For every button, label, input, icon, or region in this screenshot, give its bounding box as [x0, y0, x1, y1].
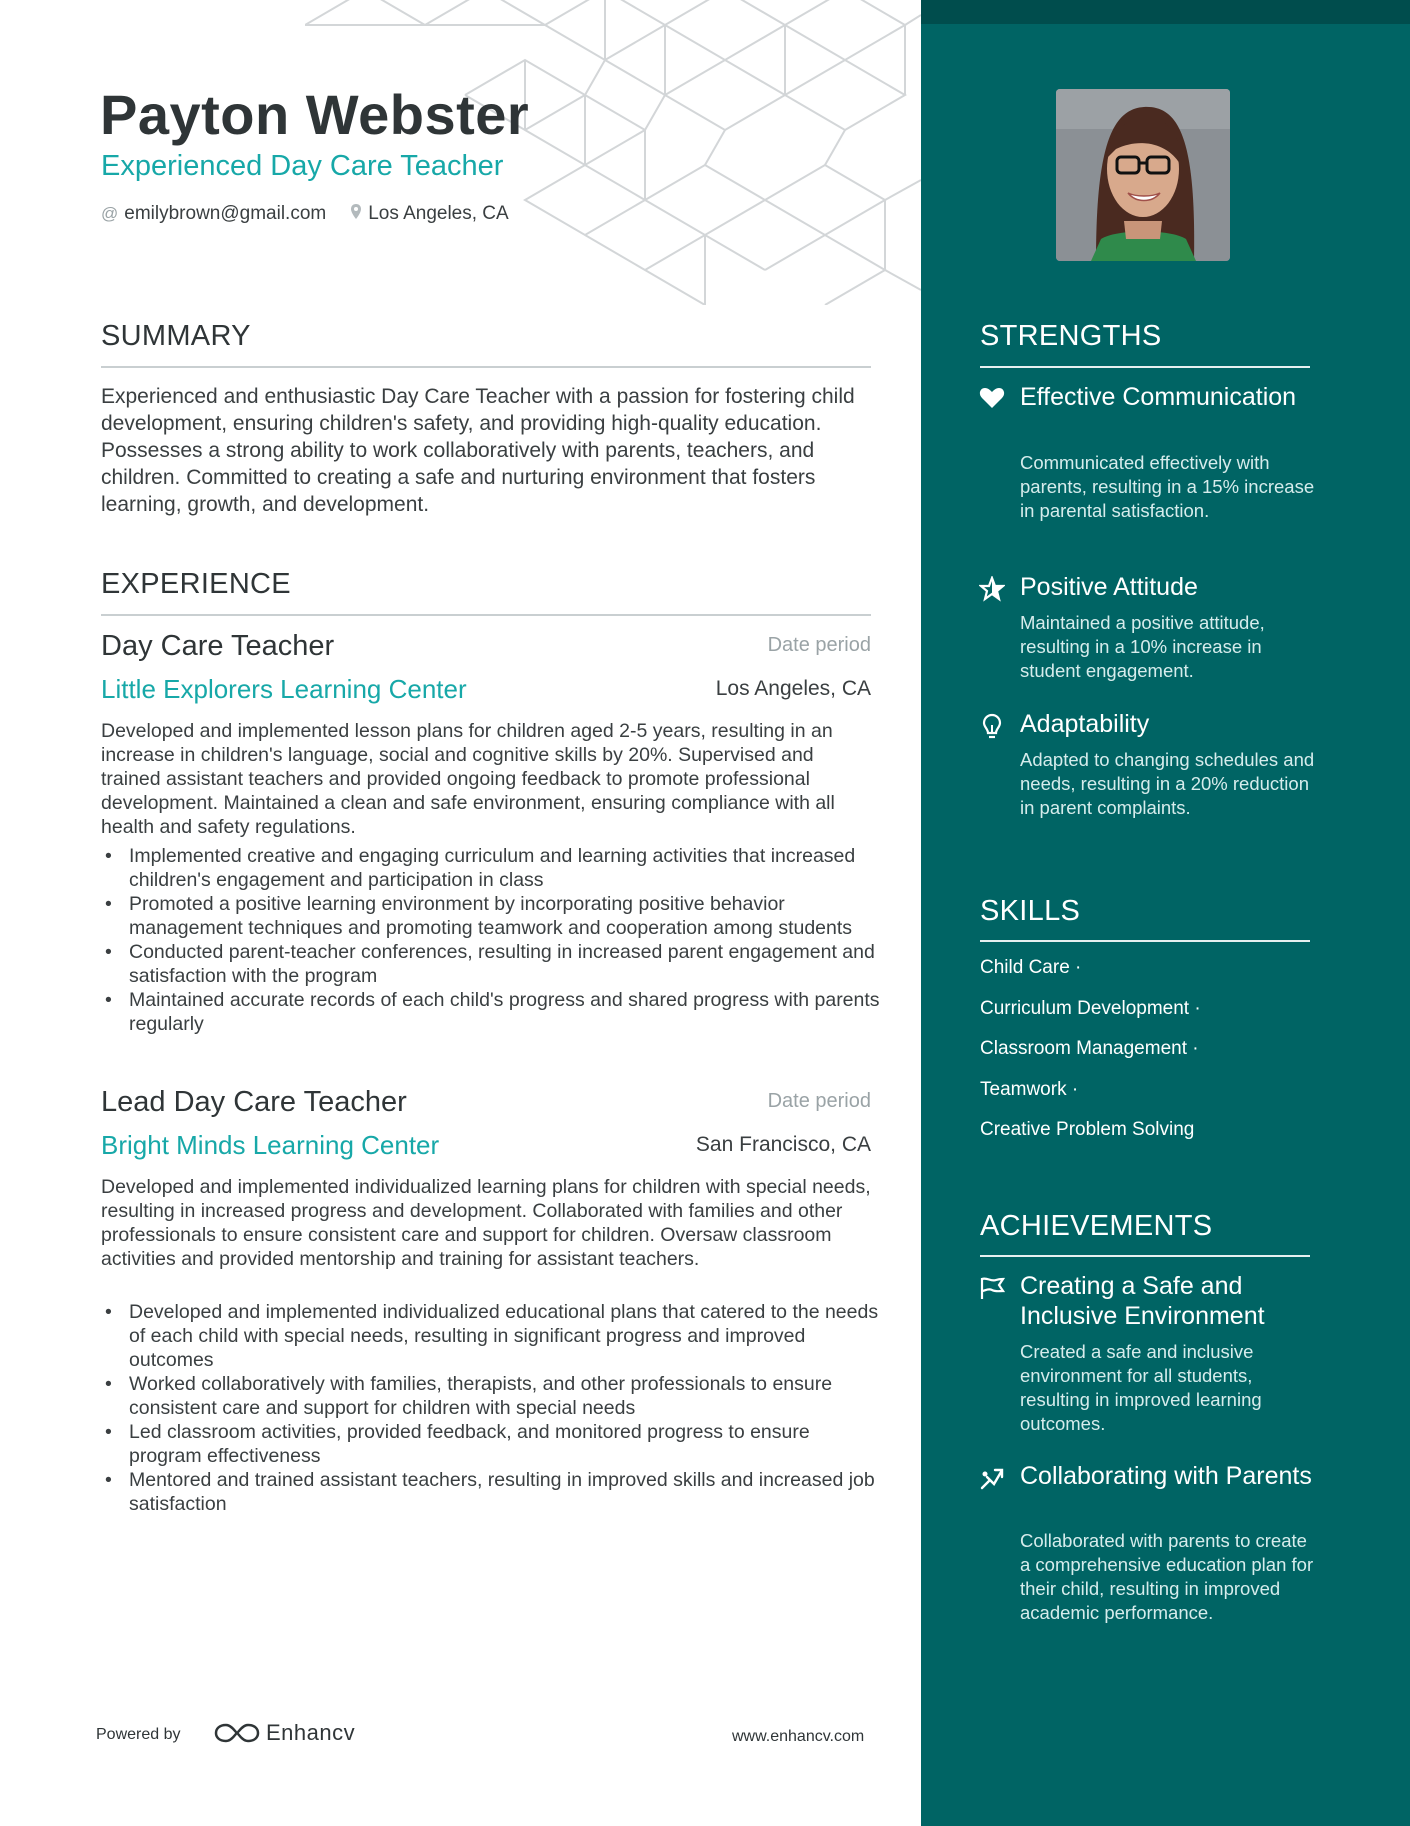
list-item: • Developed and implemented individualized educational plans that catered to the needs of each child with special needs, resulting in significant progress and improved outcomes [101, 1300, 881, 1372]
enhancv-logo-icon [214, 1721, 260, 1745]
flag-icon [979, 1276, 1005, 1302]
job-date: Date period [767, 634, 871, 656]
skill-item: Classroom Management · [980, 1038, 1199, 1059]
summary-heading: SUMMARY [101, 320, 251, 352]
skills-heading: SKILLS [980, 895, 1081, 927]
list-item: • Led classroom activities, provided feedback, and monitored progress to ensure program effectiveness [101, 1420, 881, 1468]
avatar [1056, 89, 1230, 261]
heart-icon [979, 386, 1005, 412]
candidate-name: Payton Webster [100, 83, 530, 146]
enhancv-wordmark: Enhancv [266, 1720, 356, 1745]
strengths-heading: STRENGTHS [980, 320, 1162, 352]
lightbulb-icon [979, 713, 1005, 739]
strength-text: Maintained a positive attitude, resulting in a 10% increase in student engagement. [1020, 612, 1265, 681]
contact-row [101, 203, 533, 225]
experience-divider [101, 614, 871, 616]
list-item: • Worked collaboratively with families, therapists, and other professionals to ensure consistent care and support for children with special needs [101, 1372, 881, 1420]
skill-item: Teamwork · [980, 1079, 1079, 1100]
email-text: emilybrown@gmail.com [124, 203, 327, 224]
strength-text: Adapted to changing schedules and needs, resulting in a 20% reduction in parent complaints. [1020, 749, 1315, 818]
job-title: Lead Day Care Teacher [101, 1086, 407, 1118]
job-title: Day Care Teacher [101, 630, 335, 662]
job-date: Date period [767, 1090, 871, 1112]
strength-title: Positive Attitude [1020, 573, 1198, 601]
footer-url[interactable]: www.enhancv.com [732, 1728, 865, 1745]
strength-title: Effective Communication [1020, 383, 1297, 411]
summary-text: Experienced and enthusiastic Day Care Teacher with a passion for fostering child development, ensuring children's safety, and providing high-quality education. Possesses a strong ability to work collaboratively with parents, teachers, and children. Committed to creating a safe and nurturing environment that fosters learning, growth, and development. [101, 385, 855, 516]
list-item: • Mentored and trained assistant teachers, resulting in improved skills and increased job satisfaction [101, 1468, 881, 1516]
enhancv-logo[interactable] [214, 1720, 355, 1746]
star-icon [979, 576, 1005, 602]
powered-by-label: Powered by [96, 1726, 181, 1743]
list-item: • Promoted a positive learning environment by incorporating positive behavior management techniques and promoting teamwork and cooperation among students [101, 892, 881, 940]
sidebar-top-bar [921, 0, 1410, 24]
list-item: • Implemented creative and engaging curriculum and learning activities that increased children's engagement and participation in class [101, 844, 881, 892]
job-location: Los Angeles, CA [715, 677, 871, 700]
candidate-title: Experienced Day Care Teacher [101, 150, 504, 182]
achievement-text: Collaborated with parents to create a comprehensive education plan for their child, resulting in improved academic performance. [1020, 1530, 1314, 1623]
experience-heading: EXPERIENCE [101, 568, 291, 600]
job-description: Developed and implemented individualized learning plans for children with special needs, resulting in increased progress and development. Collaborated with families and other professionals to ensure consistent care and support for children. Oversaw classroom activities and provided mentorship and training for assistant teachers. [101, 1176, 871, 1270]
achievement-text: Created a safe and inclusive environment for all students, resulting in improved learning outcomes. [1020, 1341, 1262, 1434]
achievements-heading: ACHIEVEMENTS [980, 1210, 1213, 1242]
skill-item: Creative Problem Solving [980, 1119, 1195, 1140]
email-item[interactable] [101, 203, 326, 225]
summary-divider [101, 366, 871, 368]
job-company[interactable]: Bright Minds Learning Center [101, 1130, 440, 1160]
strength-text: Communicated effectively with parents, resulting in a 15% increase in parental satisfaction. [1020, 452, 1315, 521]
achievement-title: Collaborating with Parents [1020, 1462, 1312, 1490]
skill-item: Child Care · [980, 957, 1082, 978]
job-description: Developed and implemented lesson plans for children aged 2-5 years, resulting in an increase in children's language, social and cognitive skills by 20%. Supervised and trained assistant teachers and provided ongoing feedback to promote professional development. Maintained a clean and safe environment, ensuring compliance with all health and safety regulations. [101, 720, 835, 838]
achievements-divider [980, 1255, 1310, 1257]
at-icon: @ [101, 204, 119, 223]
strength-title: Adaptability [1020, 710, 1150, 738]
skill-item: Curriculum Development · [980, 998, 1201, 1019]
location-text: Los Angeles, CA [368, 203, 509, 224]
location-item [350, 203, 508, 225]
job-company[interactable]: Little Explorers Learning Center [101, 674, 467, 704]
list-item: • Maintained accurate records of each child's progress and shared progress with parents regularly [101, 988, 881, 1036]
job-bullets [101, 1300, 881, 1516]
handshake-icon [979, 1466, 1005, 1492]
achievement-title: Creating a Safe and Inclusive Environment [1020, 1272, 1265, 1330]
skills-divider [980, 940, 1310, 942]
job-location: San Francisco, CA [695, 1133, 871, 1156]
list-item: • Conducted parent-teacher conferences, resulting in increased parent engagement and satisfaction with the program [101, 940, 881, 988]
job-bullets [101, 844, 881, 1036]
strengths-divider [980, 366, 1310, 368]
map-pin-icon [350, 203, 362, 225]
